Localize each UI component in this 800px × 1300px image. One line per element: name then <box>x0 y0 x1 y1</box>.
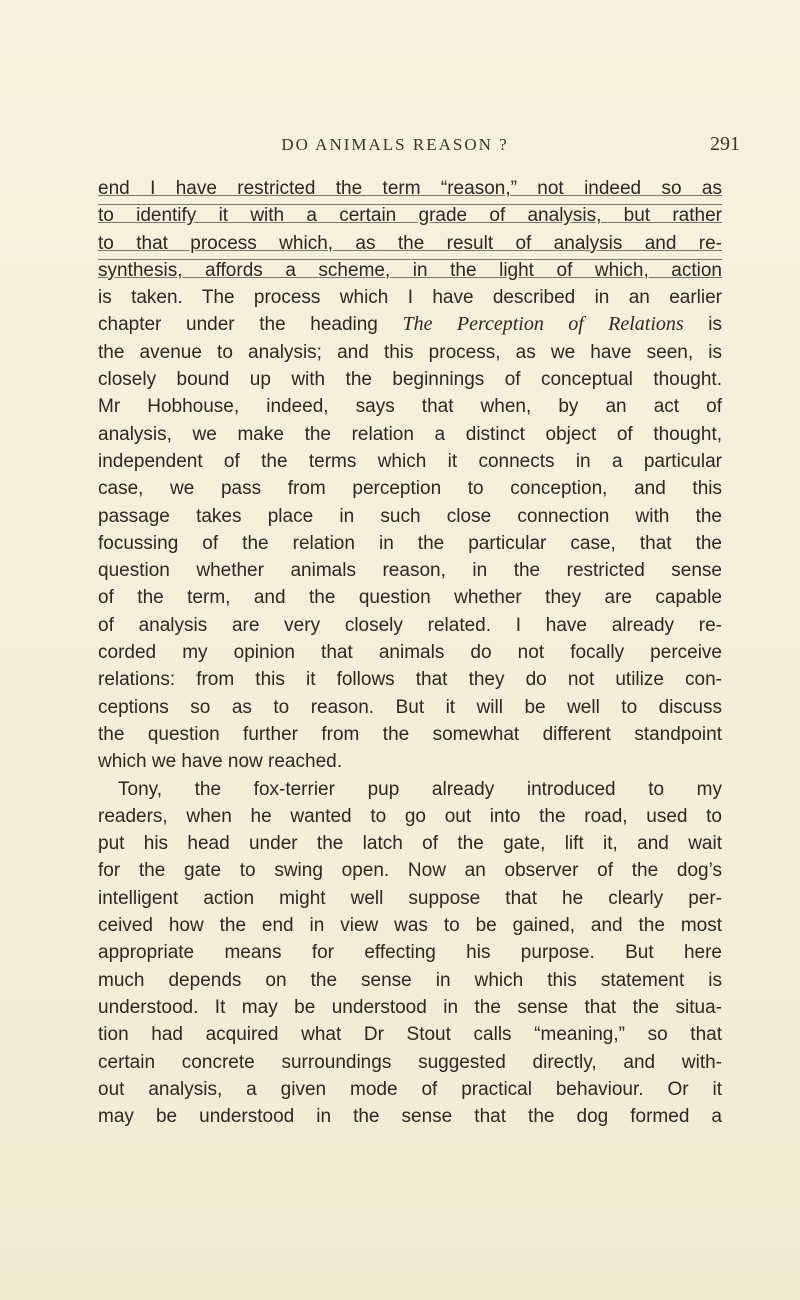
text-line <box>98 475 722 502</box>
text-content: readers, when he wanted to go out into the road, used to <box>98 805 722 827</box>
text-content: certain concrete surroundings suggested directly, and with- <box>98 1051 722 1073</box>
chapter-title: DO ANIMALS REASON ? <box>281 135 509 154</box>
text-content: may be understood in the sense that the dog formed a <box>98 1106 722 1128</box>
text-content: for the gate to swing open. Now an observer of the dog’s <box>98 860 722 882</box>
text-content: out analysis, a given mode of practical behaviour. Or it <box>98 1078 722 1100</box>
text-line <box>98 857 722 884</box>
text-line <box>98 530 722 557</box>
text-content: understood. It may be understood in the sense that the situa- <box>98 996 722 1018</box>
text-line <box>98 202 722 229</box>
text-content: ceptions so as to reason. But it will be well to discuss <box>98 696 722 718</box>
text-line <box>98 912 722 939</box>
text-fragment: chapter under the heading <box>98 314 403 336</box>
text-line <box>98 748 722 775</box>
text-content: synthesis, affords a scheme, in the light of which, action <box>98 259 722 281</box>
text-line <box>98 557 722 584</box>
text-content: the question further from the somewhat different standpoint <box>98 723 722 745</box>
text-line <box>98 311 722 338</box>
text-content: is taken. The process which I have described in an earlier <box>98 287 722 309</box>
text-line <box>98 257 722 284</box>
text-line <box>98 1103 722 1130</box>
text-line <box>98 776 722 803</box>
body-text <box>98 175 722 1130</box>
text-content: analysis, we make the relation a distinct object of thought, <box>98 423 722 445</box>
text-content: which we have now reached. <box>98 751 342 773</box>
text-line <box>98 503 722 530</box>
text-line <box>98 1021 722 1048</box>
text-line <box>98 694 722 721</box>
text-content: of the term, and the question whether they are capable <box>98 587 722 609</box>
text-line <box>98 366 722 393</box>
text-line <box>98 584 722 611</box>
text-content: Mr Hobhouse, indeed, says that when, by an act of <box>98 396 722 418</box>
text-line <box>98 830 722 857</box>
text-content: intelligent action might well suppose that he clearly per- <box>98 887 722 909</box>
text-line <box>98 967 722 994</box>
text-line <box>98 448 722 475</box>
text-line <box>98 393 722 420</box>
text-line <box>98 230 722 257</box>
text-content: the avenue to analysis; and this process, as we have seen, is <box>98 341 722 363</box>
text-line <box>98 639 722 666</box>
text-content: to identify it with a certain grade of analysis, but rather <box>98 205 722 227</box>
text-content: Tony, the fox-terrier pup already introduced to my <box>118 778 722 800</box>
text-content: tion had acquired what Dr Stout calls “meaning,” so that <box>98 1024 722 1046</box>
text-line <box>98 1049 722 1076</box>
text-content: put his head under the latch of the gate, lift it, and wait <box>98 833 722 855</box>
text-content: question whether animals reason, in the restricted sense <box>98 560 722 582</box>
text-content: appropriate means for effecting his purpose. But here <box>98 942 722 964</box>
text-line <box>98 339 722 366</box>
running-header <box>50 135 740 165</box>
text-line <box>98 994 722 1021</box>
text-content: ceived how the end in view was to be gained, and the most <box>98 915 722 937</box>
text-line <box>98 885 722 912</box>
text-content: of analysis are very closely related. I have already re- <box>98 614 722 636</box>
text-line <box>98 612 722 639</box>
text-line <box>98 175 722 202</box>
text-content: closely bound up with the beginnings of conceptual thought. <box>98 369 722 391</box>
text-line <box>98 1076 722 1103</box>
text-content: focussing of the relation in the particular case, that the <box>98 532 722 554</box>
text-fragment: is <box>683 314 723 336</box>
text-content: relations: from this it follows that they do not utilize con- <box>98 669 722 691</box>
text-line <box>98 939 722 966</box>
text-content: case, we pass from perception to conception, and this <box>98 478 722 500</box>
text-line <box>98 666 722 693</box>
text-line <box>98 803 722 830</box>
text-content: to that process which, as the result of analysis and re- <box>98 232 722 254</box>
text-content: much depends on the sense in which this statement is <box>98 969 722 991</box>
italic-title: The Perception of Relations <box>402 313 684 336</box>
text-line <box>98 421 722 448</box>
text-content: corded my opinion that animals do not focally perceive <box>98 642 722 664</box>
text-line <box>98 284 722 311</box>
text-content: passage takes place in such close connection with the <box>98 505 722 527</box>
page-number: 291 <box>710 133 740 155</box>
text-line <box>98 721 722 748</box>
text-content: end I have restricted the term “reason,” not indeed so as <box>98 178 722 199</box>
text-content: independent of the terms which it connects in a particular <box>98 450 722 472</box>
